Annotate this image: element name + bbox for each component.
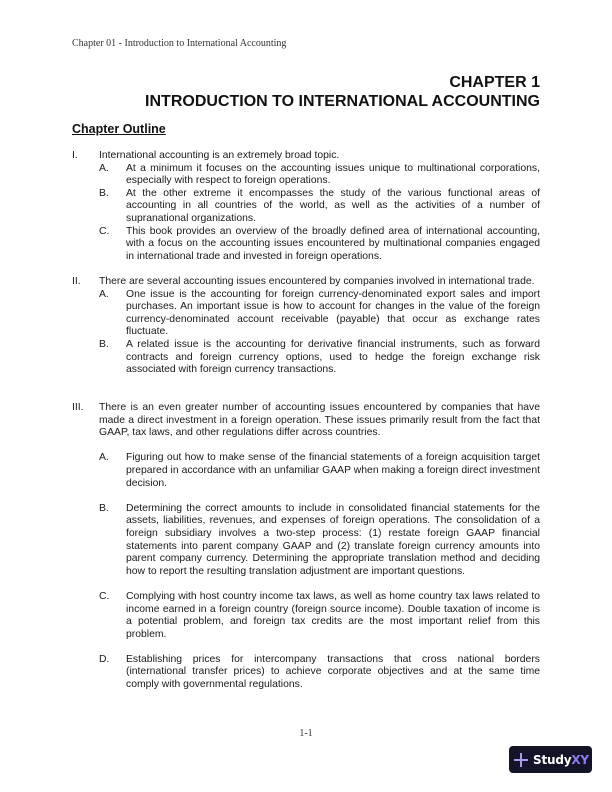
brand-main: Study [533,752,572,767]
list-item [99,188,540,226]
section-1 [72,150,540,263]
list-item [99,226,540,264]
studyxy-badge[interactable] [509,746,592,773]
item-letter: A. [99,288,109,300]
list-item [99,163,540,188]
item-letter: A. [99,162,109,174]
item-letter: C. [99,225,110,237]
item-text: Figuring out how to make sense of the financial statements of a foreign acquisition target prepared in accordance with an unfamiliar GAAP when making a foreign direct investment decision. [126,452,540,489]
item-text: At the other extreme it encompasses the study of the various functional areas of accounting in all countries of the world, as well as the activities of a number of supranational organizations. [126,187,540,224]
item-letter: A. [99,452,109,464]
item-letter: B. [99,187,109,199]
list-item [99,289,540,339]
section-text: There are several accounting issues encountered by companies involved in international trade. [99,276,535,287]
chapter-title-block [72,73,540,111]
brand-accent: XY [571,752,589,767]
brand-name [533,753,589,767]
list-item [99,339,540,377]
item-letter: C. [99,590,110,602]
item-letter: D. [99,653,110,665]
item-text: Determining the correct amounts to include in consolidated financial statements for the assets, liabilities, revenues, and expenses of foreign operations. The consolidation of a foreign subsidiary involves a two-step process: (1) restate foreign GAAP financial statements into parent company GAAP and (2) translate foreign currency amounts into parent company currency. Determining the appropriate translation method and deciding how to report the resulting translation adjustment are important questions. [126,502,540,577]
item-text: This book provides an overview of the broadly defined area of international accounting, with a focus on the accounting issues encountered by multinational companies engaged in international trade and invested in foreign operations. [126,225,540,262]
running-head: Chapter 01 - Introduction to International Accounting [72,38,287,49]
page-number: 1-1 [299,728,313,739]
section-text: International accounting is an extremely broad topic. [99,150,340,161]
section-numeral: II. [72,276,81,287]
list-item [99,503,540,579]
section-3 [72,402,540,692]
chapter-name: INTRODUCTION TO INTERNATIONAL ACCOUNTING [145,93,540,110]
item-text: One issue is the accounting for foreign currency-denominated export sales and import purchases. An important issue is how to account for changes in the value of the foreign currency-denominated account receivable (payable) that occur as exchange rates fluctuate. [126,288,540,338]
item-letter: B. [99,502,109,514]
plus-icon [514,753,528,767]
section-text: There is an even greater number of accounting issues encountered by companies that have made a direct investment in a foreign operation. These issues primarily result from the fact that GAAP, tax laws, and other regulations differ across countries. [99,402,540,439]
section-numeral: I. [72,150,78,161]
item-letter: B. [99,338,109,350]
section-2 [72,276,540,377]
list-item [99,654,540,692]
item-text: Establishing prices for intercompany transactions that cross national borders (international transfer prices) to achieve corporate objectives and at the same time comply with governmental regulations. [126,653,540,691]
section-numeral: III. [72,402,84,413]
item-text: A related issue is the accounting for derivative financial instruments, such as forward contracts and foreign currency options, used to hedge the foreign exchange risk associated with foreign currency transactions. [126,338,540,376]
item-text: At a minimum it focuses on the accounting issues unique to multinational corporations, especially with respect to foreign operations. [126,162,540,187]
chapter-number: CHAPTER 1 [449,74,540,91]
outline-heading: Chapter Outline [72,122,166,136]
list-item [99,452,540,490]
item-text: Complying with host country income tax laws, as well as home country tax laws related to income earned in a foreign country (foreign source income). Double taxation of income is a potential problem, and foreign tax credits are the most important relief from this problem. [126,590,540,640]
list-item [99,591,540,641]
